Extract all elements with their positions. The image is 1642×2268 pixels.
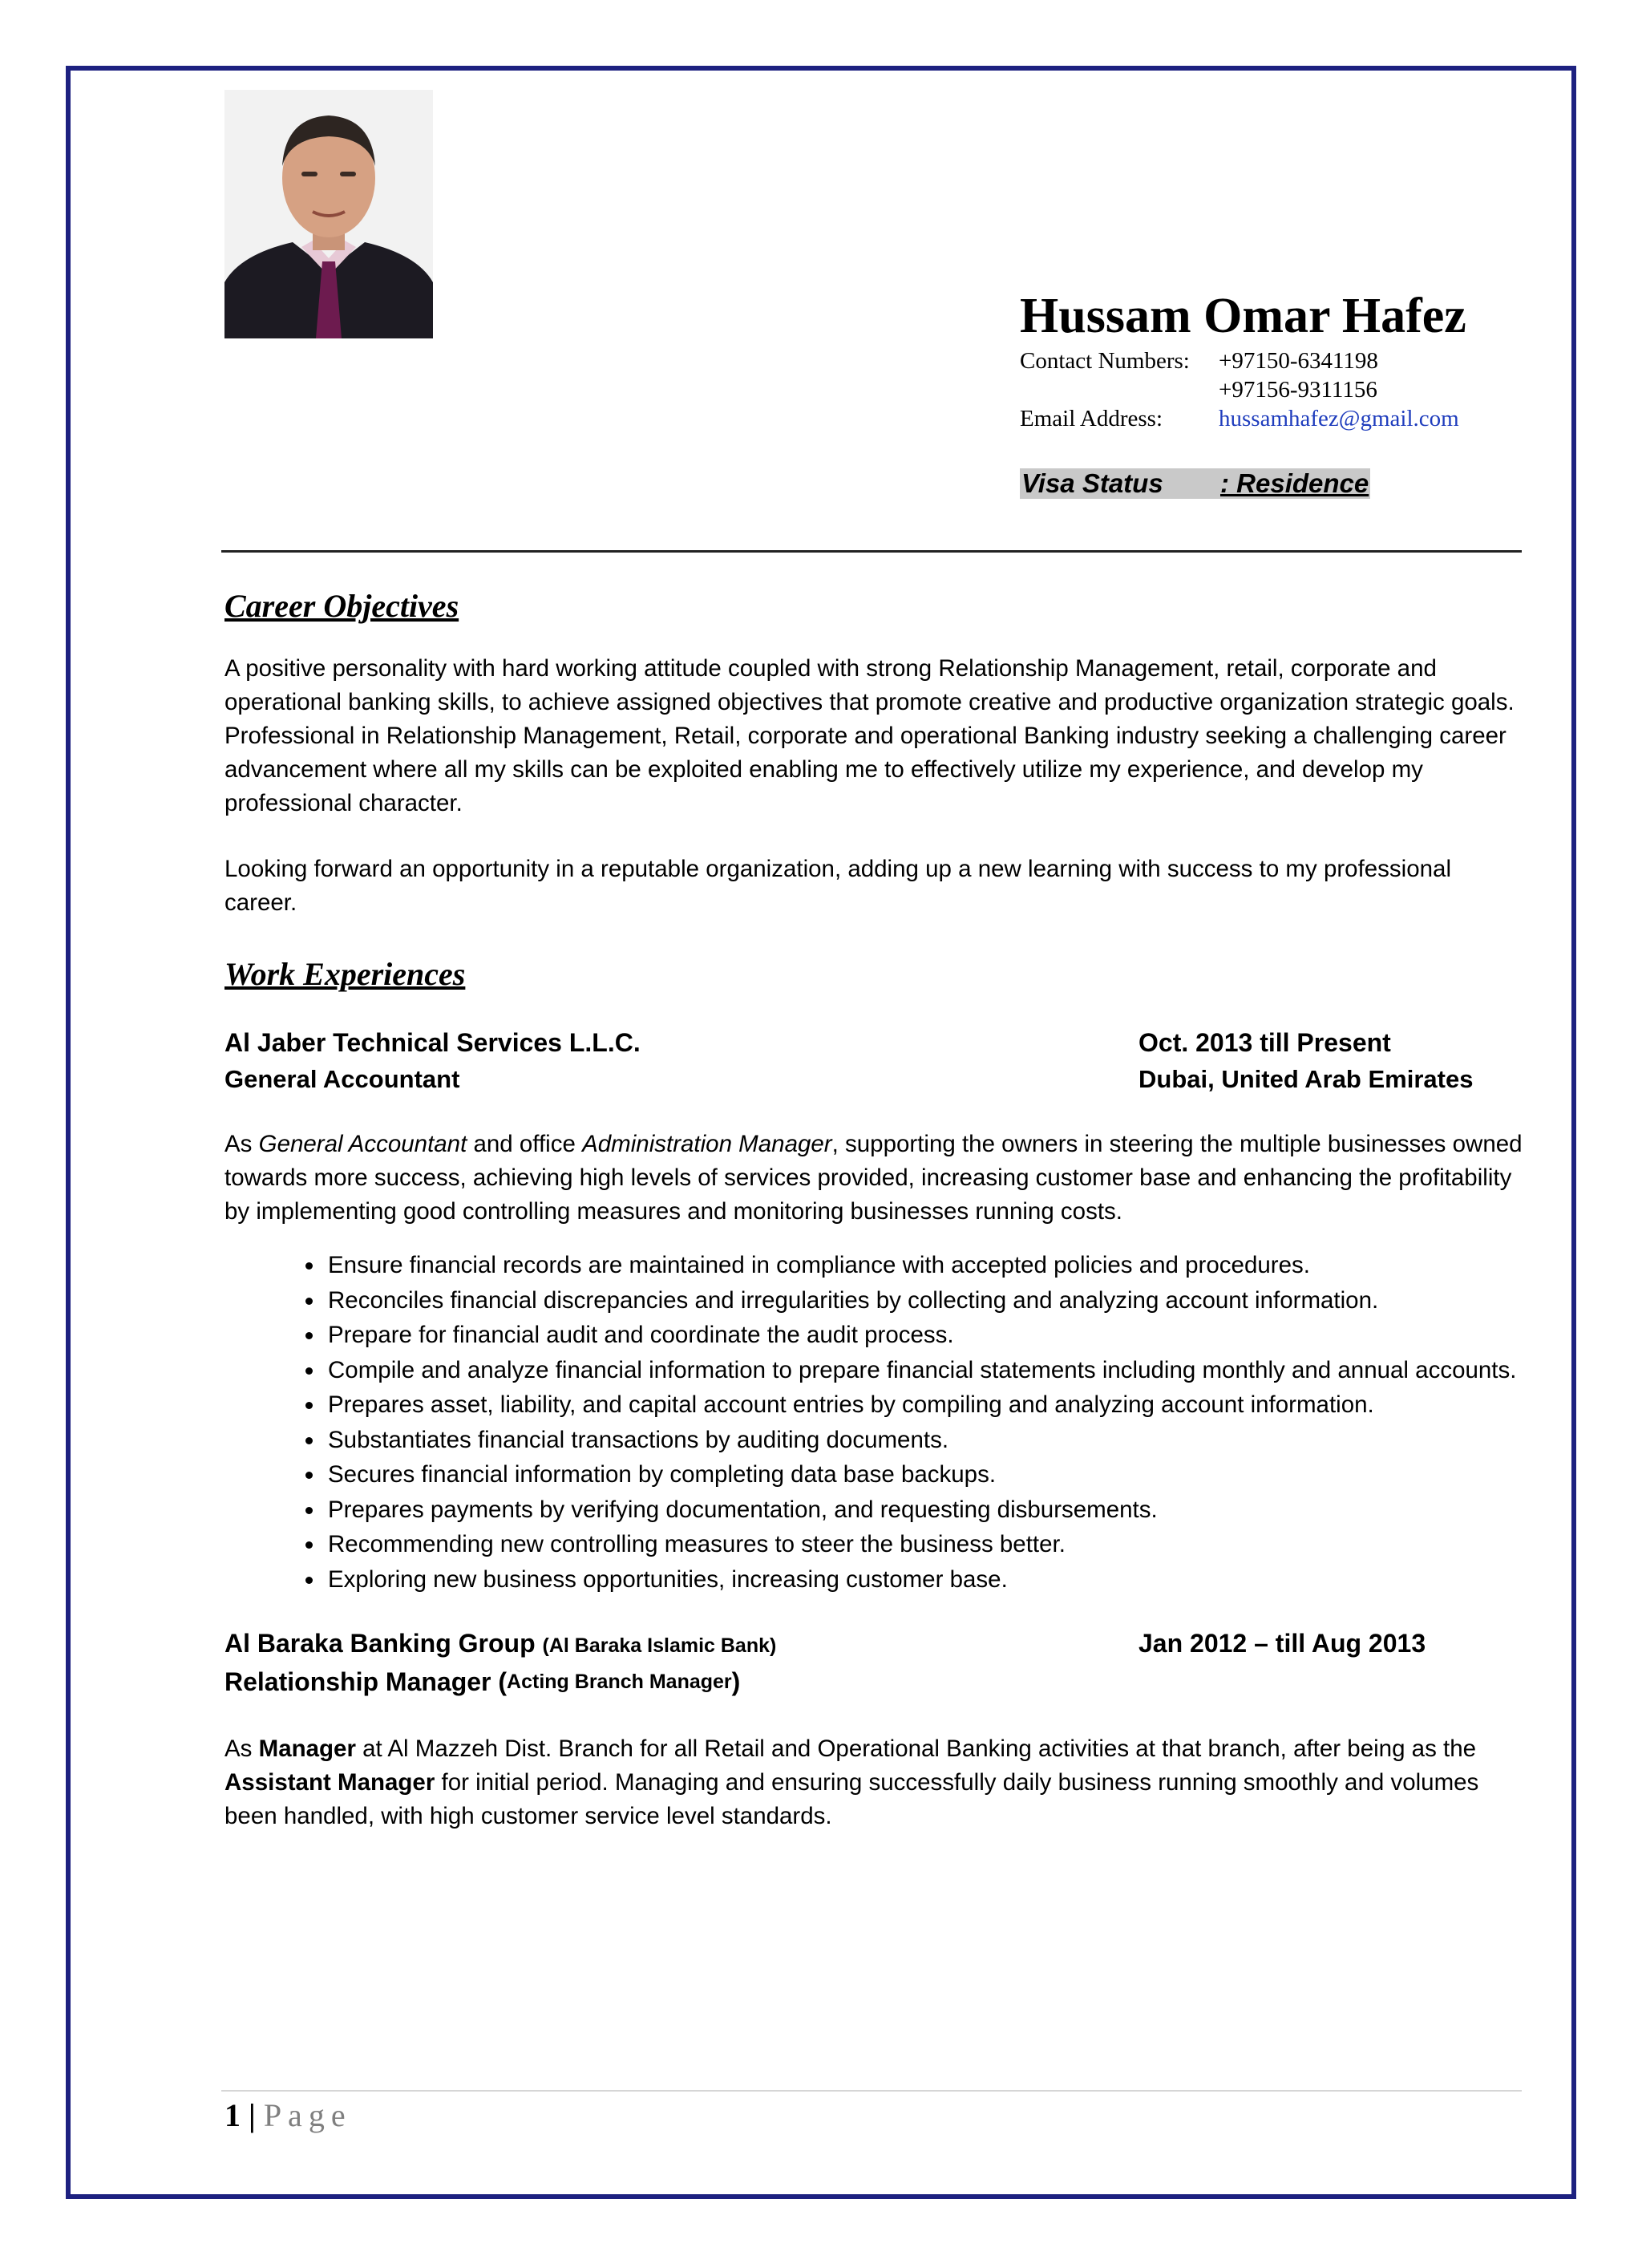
job-description xyxy=(224,1128,1523,1229)
desc-rest: , supporting the owners in steering the multiple businesses owned towards more success, achieving high levels of services provided, increasing customer base and enhancing the profitability by implementing good controlling measures and monitoring businesses running costs. xyxy=(224,1131,1523,1225)
job-title: General Accountant xyxy=(224,1065,460,1093)
contact-row-email xyxy=(1020,406,1581,435)
responsibility-item: • Reconciles financial discrepancies and irregularities by collecting and analyzing account information. xyxy=(325,1283,1523,1318)
job-header-row-2 xyxy=(224,1664,1523,1700)
candidate-name: Hussam Omar Hafez xyxy=(1020,289,1466,343)
visa-status-value: : Residence xyxy=(1220,468,1369,499)
contact-header xyxy=(1020,289,1581,499)
footer-divider xyxy=(221,2090,1522,2092)
company-note: (Al Baraka Islamic Bank) xyxy=(542,1634,777,1657)
responsibility-list xyxy=(224,1248,1523,1597)
responsibility-item: • Prepares payments by verifying documentation, and requesting disbursements. xyxy=(325,1492,1523,1528)
role-open-paren: ( xyxy=(498,1667,508,1696)
responsibility-item: • Prepare for financial audit and coordinate the audit process. xyxy=(325,1318,1523,1353)
responsibility-item: • Secures financial information by completing data base backups. xyxy=(325,1457,1523,1492)
portrait-image xyxy=(224,90,433,338)
company-heading xyxy=(224,1626,776,1664)
profile-photo xyxy=(224,90,433,338)
job-title: Relationship Manager xyxy=(224,1667,491,1696)
page-separator: | xyxy=(249,2097,256,2133)
job-dates: Oct. 2013 till Present xyxy=(1138,1028,1391,1057)
resume-body xyxy=(224,587,1523,1833)
visa-status xyxy=(1020,468,1370,499)
job-dates: Jan 2012 – till Aug 2013 xyxy=(1138,1629,1426,1658)
career-objective-paragraph-2: Looking forward an opportunity in a reputable organization, adding up a new learning with success to my professional career. xyxy=(224,856,1452,916)
company-name: Al Jaber Technical Services L.L.C. xyxy=(224,1028,641,1057)
desc-admin-role: Administration Manager xyxy=(582,1131,832,1157)
desc-mid: at Al Mazzeh Dist. Branch for all Retail and Operational Banking activities at that branch, after being as the xyxy=(355,1735,1477,1762)
page-number: 1 xyxy=(224,2097,241,2133)
job-header-row-2 xyxy=(224,1061,1523,1097)
career-objective-paragraph-1: A positive personality with hard working attitude coupled with strong Relationship Management, retail, corporate and operational banking skills, to achieve assigned objectives that promote creative and productive organization strategic goals. Professional in Relationship Management, Retail, corporate and operational Banking industry seeking a challenging career advancement where all my skills can be exploited enabling me to effectively utilize my experience, and develop my professional character. xyxy=(224,655,1515,816)
job-description xyxy=(224,1732,1523,1833)
desc-as: As xyxy=(224,1131,259,1157)
responsibility-item: • Recommending new controlling measures to steer the business better. xyxy=(325,1527,1523,1562)
responsibility-item: • Ensure financial records are maintained in compliance with accepted policies and procedures. xyxy=(325,1248,1523,1283)
desc-manager: Manager xyxy=(258,1735,356,1762)
role-close-paren: ) xyxy=(731,1667,741,1696)
company-name: Al Baraka Banking Group xyxy=(224,1629,536,1658)
job-header-row-1 xyxy=(224,1626,1523,1664)
job-header-row-1 xyxy=(224,1025,1523,1061)
desc-as: As xyxy=(224,1735,259,1762)
visa-status-label: Visa Status xyxy=(1021,468,1163,499)
contact-details xyxy=(1020,348,1581,435)
contact-row-phone-2 xyxy=(1020,377,1581,406)
desc-and: and office xyxy=(467,1131,583,1157)
responsibility-item: • Prepares asset, liability, and capital account entries by compiling and analyzing account information. xyxy=(325,1387,1523,1423)
career-objectives-heading: Career Objectives xyxy=(224,588,459,624)
work-experiences-heading: Work Experiences xyxy=(224,956,466,992)
responsibility-item: • Substantiates financial transactions by auditing documents. xyxy=(325,1423,1523,1458)
desc-assistant: Assistant Manager xyxy=(224,1769,435,1796)
job-entry-al-baraka xyxy=(224,1626,1523,1833)
email-address-label: Email Address: xyxy=(1020,406,1163,432)
job-title-note: Acting Branch Manager xyxy=(507,1671,732,1693)
email-link[interactable]: hussamhafez@gmail.com xyxy=(1219,406,1459,432)
responsibility-item: • Compile and analyze financial information to prepare financial statements including monthly and annual accounts. xyxy=(325,1353,1523,1388)
header-divider xyxy=(221,550,1522,553)
job-entry-al-jaber xyxy=(224,1025,1523,1597)
page-label: Page xyxy=(263,2097,352,2133)
phone-number-2[interactable]: +97156-9311156 xyxy=(1219,377,1377,403)
phone-number-1[interactable]: +97150-6341198 xyxy=(1219,348,1378,375)
desc-role: General Accountant xyxy=(258,1131,467,1157)
responsibility-item: • Exploring new business opportunities, increasing customer base. xyxy=(325,1562,1523,1598)
contact-row-phone-1 xyxy=(1020,348,1581,377)
contact-numbers-label: Contact Numbers: xyxy=(1020,348,1190,375)
desc-rest: for initial period. Managing and ensuring successfully daily business running smoothly and volumes been handled, with high customer service level standards. xyxy=(224,1769,1479,1829)
job-location: Dubai, United Arab Emirates xyxy=(1138,1065,1474,1093)
page-footer xyxy=(224,2096,352,2134)
